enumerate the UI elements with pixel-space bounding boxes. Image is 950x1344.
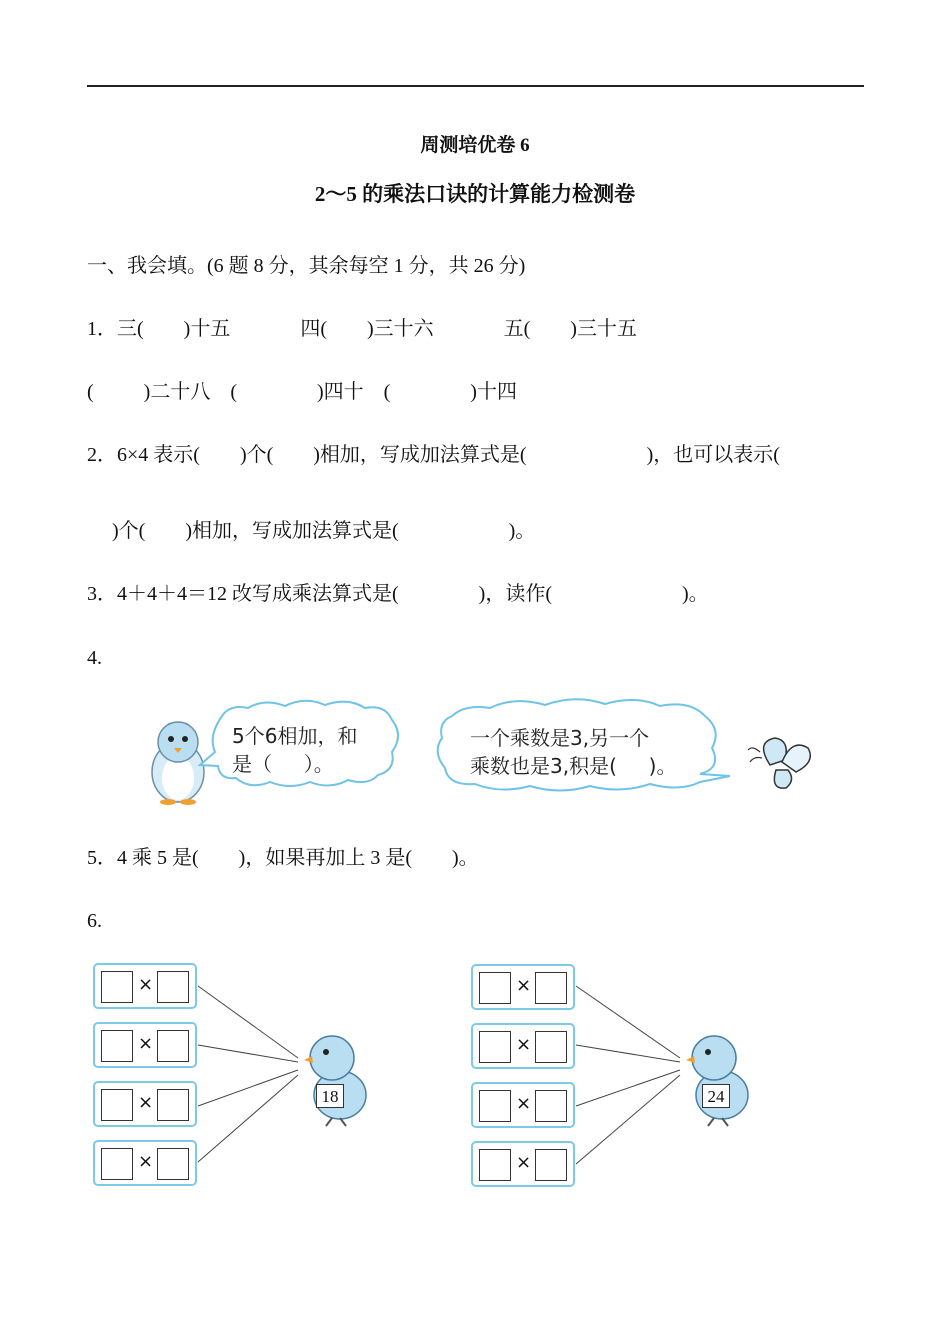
- blank-factor-square[interactable]: [535, 1031, 567, 1063]
- question-6-label: 6.: [87, 910, 102, 932]
- bird-right-icon: [686, 1036, 748, 1126]
- right-multiplication-box-2: [471, 1023, 575, 1069]
- blank-factor-square[interactable]: [535, 1090, 567, 1122]
- penguin-bubble-text: 5个6相加，和 是（ ）。: [232, 724, 358, 776]
- right-multiplication-box-3: [471, 1082, 575, 1128]
- question-4-label: 4.: [87, 647, 102, 669]
- blank-factor-square[interactable]: [157, 1030, 189, 1062]
- blank-factor-square[interactable]: [157, 1089, 189, 1121]
- times-sign: ×: [138, 1151, 154, 1172]
- right-multiplication-box-4: [471, 1141, 575, 1187]
- left-multiplication-box-3: [93, 1081, 197, 1127]
- times-sign: ×: [516, 1152, 532, 1173]
- section-heading: 一、我会填。(6 题 8 分，其余每空 1 分，共 26 分): [87, 255, 526, 277]
- times-sign: ×: [516, 1093, 532, 1114]
- bird-left-icon: [304, 1036, 366, 1126]
- times-sign: ×: [138, 1033, 154, 1054]
- product-18: 18: [316, 1084, 344, 1108]
- left-multiplication-box-1: [93, 963, 197, 1009]
- question-2-line-1: 2．6×4 表示( )个( )相加，写成加法算式是( )，也可以表示(: [87, 444, 780, 466]
- paper-subtitle: 2～5 的乘法口诀的计算能力检测卷: [314, 182, 636, 206]
- blank-factor-square[interactable]: [101, 1030, 133, 1062]
- left-multiplication-box-4: [93, 1140, 197, 1186]
- blank-factor-square[interactable]: [101, 1089, 133, 1121]
- blank-factor-square[interactable]: [479, 972, 511, 1004]
- blank-factor-square[interactable]: [101, 1148, 133, 1180]
- blank-factor-square[interactable]: [479, 1031, 511, 1063]
- blank-factor-square[interactable]: [535, 972, 567, 1004]
- times-sign: ×: [516, 975, 532, 996]
- blank-factor-square[interactable]: [535, 1149, 567, 1181]
- question-1-line-1: 1．三( )十五 四( )三十六 五( )三十五: [87, 318, 637, 340]
- question-3: 3．4＋4＋4＝12 改写成乘法算式是( )，读作( )。: [87, 583, 709, 605]
- paper-title: 周测培优卷 6: [420, 135, 530, 156]
- times-sign: ×: [516, 1034, 532, 1055]
- question-1-line-2: ( )二十八 ( )四十 ( )十四: [87, 381, 517, 403]
- left-multiplication-box-2: [93, 1022, 197, 1068]
- times-sign: ×: [138, 974, 154, 995]
- times-sign: ×: [138, 1092, 154, 1113]
- right-multiplication-box-1: [471, 964, 575, 1010]
- question-2-line-2: )个( )相加，写成加法算式是( )。: [112, 520, 536, 542]
- blank-factor-square[interactable]: [157, 1148, 189, 1180]
- blank-factor-square[interactable]: [479, 1149, 511, 1181]
- blank-factor-square[interactable]: [479, 1090, 511, 1122]
- blank-factor-square[interactable]: [157, 971, 189, 1003]
- product-24: 24: [702, 1084, 730, 1108]
- question-5: 5．4 乘 5 是( )，如果再加上 3 是( )。: [87, 847, 479, 869]
- butterfly-bubble-text: 一个乘数是3,另一个 乘数也是3,积是( )。: [470, 726, 677, 778]
- blank-factor-square[interactable]: [101, 971, 133, 1003]
